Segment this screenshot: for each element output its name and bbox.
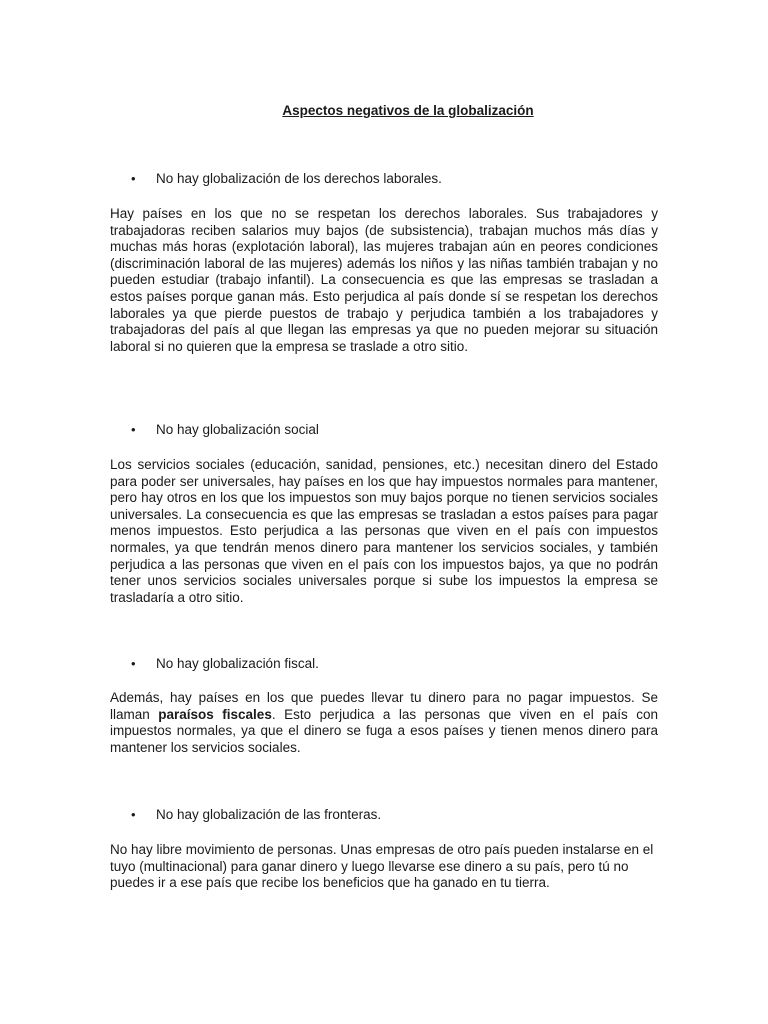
- bullet-item-social: [131, 421, 691, 439]
- paragraph-text: . Esto perjudica a las personas que viven en el país con impuestos normales, ya que el dinero se fuga a esos países y tienen menos dinero para mantener los servicios sociales.: [110, 706, 658, 755]
- paragraph-labor-rights: Hay países en los que no se respetan los derechos laborales. Sus trabajadores y trabajadoras reciben salarios muy bajos (de subsistencia), trabajan muchos más días y muchas más horas (explotación laboral), las mujeres trabajan aún en peores condiciones (discriminación laboral de las mujeres) además los niños y las niñas también trabajan y no pueden estudiar (trabajo infantil). La consecuencia es que las empresas se trasladan a estos países porque ganan más. Esto perjudica al país donde sí se respetan los derechos laborales ya que pierde puestos de trabajo y perjudica también a los trabajadores y trabajadoras del país al que llegan las empresas ya que no pueden mejorar su situación laboral si no quieren que la empresa se traslade a otro sitio.: [110, 206, 658, 354]
- bullet-item-borders: [131, 806, 691, 824]
- document-title: Aspectos negativos de la globalización: [282, 103, 534, 118]
- bold-term: paraísos fiscales: [158, 706, 272, 722]
- paragraph-text: Además, hay países en los que puedes llevar tu dinero para no pagar impuestos. Se llaman: [110, 690, 658, 722]
- bullet-text: No hay globalización de las fronteras.: [156, 807, 382, 822]
- bullet-icon: •: [131, 807, 136, 822]
- bullet-text: No hay globalización de los derechos laborales.: [156, 171, 442, 186]
- bullet-item-fiscal: [131, 655, 691, 673]
- paragraph-fiscal: [110, 690, 658, 756]
- paragraph-borders: No hay libre movimiento de personas. Unas empresas de otro país pueden instalarse en el tuyo (multinacional) para ganar dinero y luego llevarse ese dinero a su país, pero tú no puedes ir a ese país que recibe los beneficios que ha ganado en tu tierra.: [110, 842, 654, 891]
- paragraph-social: Los servicios sociales (educación, sanidad, pensiones, etc.) necesitan dinero del Estado para poder ser universales, hay países en los que hay impuestos normales para mantener, pero hay otros en los que los impuestos son muy bajos porque no tienen servicios sociales universales. La consecuencia es que las empresas se trasladan a estos países para pagar menos impuestos. Esto perjudica a las personas que viven en el país con impuestos normales, ya que tendrán menos dinero para mantener los servicios sociales, y también perjudica a las personas que viven en el país con los impuestos bajos, ya que no podrán tener unos servicios sociales universales porque si sube los impuestos la empresa se trasladaría a otro sitio.: [110, 457, 658, 605]
- bullet-text: No hay globalización social: [156, 422, 319, 437]
- bullet-icon: •: [131, 171, 136, 186]
- bullet-item-labor-rights: [131, 170, 691, 188]
- bullet-text: No hay globalización fiscal.: [156, 656, 319, 671]
- bullet-icon: •: [131, 422, 136, 437]
- bullet-icon: •: [131, 656, 136, 671]
